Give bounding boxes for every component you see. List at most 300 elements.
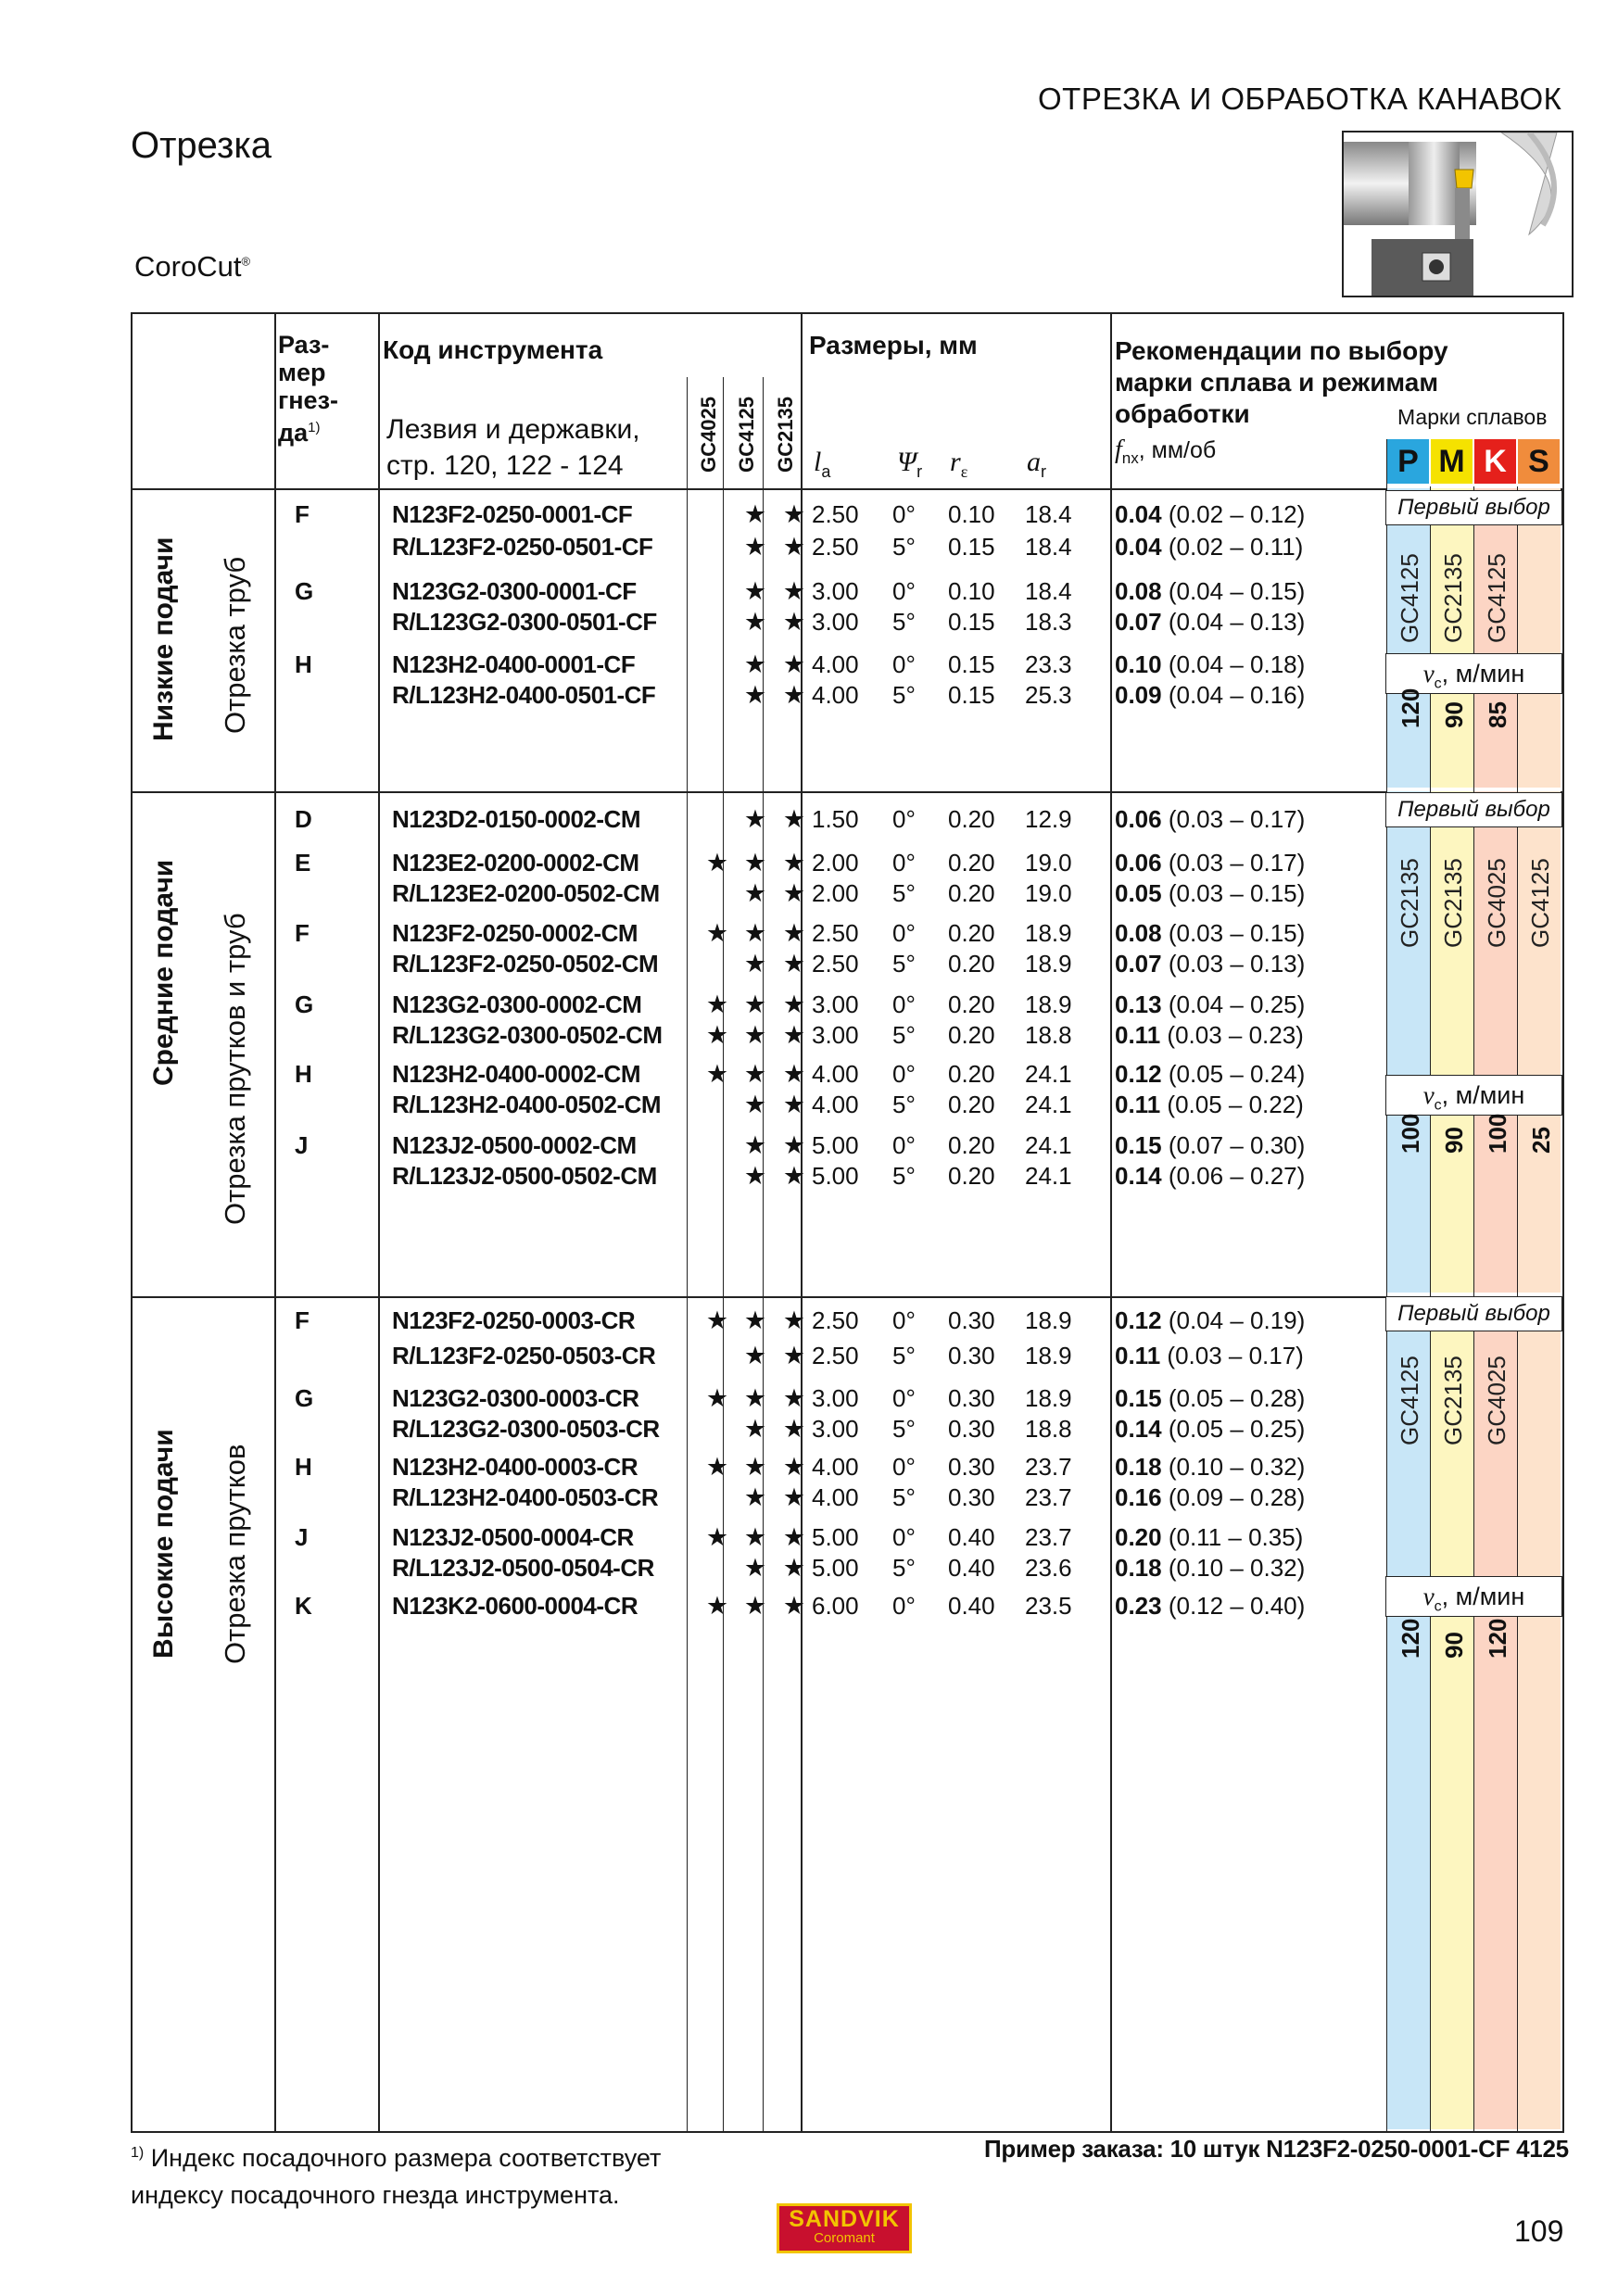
insert-size: H [295, 650, 312, 678]
grade-star-icon: ★ [782, 1342, 806, 1369]
cutting-speed-header [1385, 1075, 1562, 1116]
dim-psi: 5° [892, 608, 916, 636]
recommended-grade: GC2135 [1439, 1356, 1467, 1445]
table-row [0, 1451, 1618, 1482]
dim-re: 0.40 [948, 1592, 995, 1620]
sandvik-coromant-logo: SANDVIK Coromant [777, 2203, 912, 2253]
dim-la: 2.00 [812, 879, 859, 907]
dim-la: 4.00 [812, 1483, 859, 1511]
dim-re: 0.20 [948, 1021, 995, 1049]
dim-psi: 5° [892, 1415, 916, 1443]
feed-rate-value: 0.14 [1115, 1162, 1162, 1190]
dim-la: 3.00 [812, 1415, 859, 1443]
feed-rate-range: (0.06 – 0.27) [1168, 1162, 1306, 1190]
iso-badge-k: K [1474, 439, 1516, 484]
recommended-grade: GC4125 [1483, 553, 1511, 643]
feed-rate [1115, 1129, 1305, 1161]
dim-ar: 24.1 [1025, 1131, 1072, 1159]
feed-rate-range: (0.04 – 0.15) [1168, 577, 1306, 605]
grade-star-icon: ★ [705, 1306, 729, 1334]
feed-rate [1115, 1482, 1305, 1513]
grade-star-icon: ★ [743, 500, 767, 528]
tool-code: N123F2-0250-0001-CF [392, 500, 633, 528]
tool-code: R/L123H2-0400-0503-CR [392, 1483, 659, 1511]
dim-psi: 0° [892, 1384, 916, 1412]
feed-rate [1115, 679, 1305, 711]
recommended-grade: GC2135 [1439, 858, 1467, 948]
feed-rate-range: (0.02 – 0.11) [1168, 533, 1304, 561]
insert-size: F [295, 1306, 310, 1334]
dim-ar: 18.9 [1025, 1384, 1072, 1412]
tool-code: R/L123G2-0300-0502-CM [392, 1021, 663, 1049]
dim-re: 0.15 [948, 650, 995, 678]
feed-rate-value: 0.04 [1115, 500, 1162, 528]
dim-psi: 5° [892, 1162, 916, 1190]
dim-la: 3.00 [812, 1384, 859, 1412]
feed-rate-value: 0.10 [1115, 650, 1162, 678]
table-row [0, 847, 1618, 878]
feed-rate-range: (0.04 – 0.25) [1168, 990, 1306, 1018]
dim-psi-header: $\Psi_r$ [897, 447, 923, 481]
col-rule [687, 377, 688, 2131]
table-row [0, 877, 1618, 909]
feed-rate-range: (0.05 – 0.22) [1167, 1091, 1304, 1118]
insert-size: J [295, 1131, 309, 1159]
grade-star-icon: ★ [782, 805, 806, 833]
tool-code: R/L123J2-0500-0502-CM [392, 1162, 657, 1190]
dim-re-header: $r_\varepsilon$ [950, 447, 968, 481]
alloys-header: Марки сплавов [1397, 405, 1548, 429]
dim-re: 0.15 [948, 681, 995, 709]
dim-ar: 18.4 [1025, 500, 1072, 528]
dim-psi: 0° [892, 1306, 916, 1334]
feed-rate-value: 0.06 [1115, 849, 1162, 877]
insert-size: G [295, 990, 314, 1018]
dim-re: 0.20 [948, 1131, 995, 1159]
feed-rate-range: (0.05 – 0.24) [1168, 1060, 1306, 1088]
grade-header-gc4025: GC4025 [697, 397, 720, 473]
tool-code: N123H2-0400-0002-CM [392, 1060, 640, 1088]
first-choice-label: Первый выбор [1385, 1296, 1562, 1331]
dim-re: 0.15 [948, 533, 995, 561]
feed-rate [1115, 606, 1305, 637]
grade-star-icon: ★ [782, 681, 806, 709]
grade-star-icon: ★ [782, 1523, 806, 1551]
insert-size: G [295, 1384, 314, 1412]
grade-star-icon: ★ [743, 1523, 767, 1551]
feed-rate [1115, 1382, 1305, 1414]
grade-star-icon: ★ [782, 1021, 806, 1049]
vc-sub: c [1434, 1598, 1442, 1615]
feed-rate-value: 0.20 [1115, 1523, 1162, 1551]
feed-rate-range: (0.04 – 0.18) [1168, 650, 1306, 678]
dim-la: 4.00 [812, 650, 859, 678]
dim-re: 0.20 [948, 950, 995, 978]
dim-ar: 23.6 [1025, 1554, 1072, 1582]
feed-rate-range: (0.03 – 0.23) [1167, 1021, 1304, 1049]
feed-rate-range: (0.12 – 0.40) [1168, 1592, 1306, 1620]
grade-star-icon: ★ [743, 1384, 767, 1412]
feed-rate-value: 0.08 [1115, 577, 1162, 605]
feed-rate-value: 0.16 [1115, 1483, 1162, 1511]
tool-code: R/L123F2-0250-0501-CF [392, 533, 653, 561]
tool-code: N123J2-0500-0002-CM [392, 1131, 637, 1159]
insert-size: D [295, 805, 312, 833]
feed-rate-value: 0.11 [1115, 1091, 1161, 1118]
feed-rate [1115, 1340, 1304, 1371]
dim-la: 3.00 [812, 608, 859, 636]
feed-rate-value: 0.15 [1115, 1131, 1162, 1159]
grade-star-icon: ★ [743, 1453, 767, 1481]
feed-rate [1115, 1019, 1304, 1051]
feed-rate-range: (0.04 – 0.16) [1168, 681, 1306, 709]
table-row [0, 498, 1618, 530]
table-row [0, 917, 1618, 949]
feed-label-medium: Средние подачи [148, 859, 179, 1086]
grade-star-icon: ★ [743, 608, 767, 636]
grade-star-icon: ★ [743, 1131, 767, 1159]
iso-badge-p: P [1387, 439, 1429, 484]
table-row [0, 1340, 1618, 1371]
dim-re: 0.20 [948, 919, 995, 947]
grade-star-icon: ★ [782, 1306, 806, 1334]
feed-rate-range: (0.04 – 0.19) [1168, 1306, 1306, 1334]
grade-star-icon: ★ [705, 990, 729, 1018]
dim-psi: 0° [892, 990, 916, 1018]
dim-psi: 5° [892, 533, 916, 561]
fnx-header: $f_{nx}$, мм/об [1115, 435, 1217, 467]
feed-label-high: Высокие подачи [148, 1429, 179, 1659]
dim-ar: 18.9 [1025, 990, 1072, 1018]
table-row [0, 948, 1618, 979]
feed-rate-value: 0.18 [1115, 1453, 1162, 1481]
table-row [0, 1552, 1618, 1583]
feed-label-low: Низкие подачи [148, 536, 179, 741]
header-rule [133, 488, 1562, 490]
feed-rate-value: 0.18 [1115, 1554, 1162, 1582]
feed-rate-value: 0.23 [1115, 1592, 1162, 1620]
feed-rate [1115, 803, 1305, 835]
grade-star-icon: ★ [705, 1592, 729, 1620]
table-row [0, 1521, 1618, 1553]
insert-size: G [295, 577, 314, 605]
vc-symbol: v [1422, 1583, 1435, 1610]
dim-la: 5.00 [812, 1554, 859, 1582]
grade-star-icon: ★ [743, 919, 767, 947]
grade-star-icon: ★ [782, 1091, 806, 1118]
recommended-grade: GC4025 [1483, 1356, 1511, 1445]
tool-code: N123J2-0500-0004-CR [392, 1523, 634, 1551]
dim-ar: 23.7 [1025, 1483, 1072, 1511]
grade-star-icon: ★ [705, 849, 729, 877]
grade-star-icon: ★ [782, 608, 806, 636]
operation-label-low: Отрезка труб [219, 556, 251, 734]
dim-la: 2.50 [812, 919, 859, 947]
grade-star-icon: ★ [743, 1554, 767, 1582]
feed-rate-value: 0.12 [1115, 1060, 1162, 1088]
grade-star-icon: ★ [782, 500, 806, 528]
dim-la: 2.50 [812, 500, 859, 528]
feed-rate-value: 0.04 [1115, 533, 1162, 561]
insert-size: J [295, 1523, 309, 1551]
grade-star-icon: ★ [743, 849, 767, 877]
dim-psi: 0° [892, 1131, 916, 1159]
grade-star-icon: ★ [743, 1091, 767, 1118]
feed-rate-value: 0.13 [1115, 990, 1162, 1018]
feed-rate-range: (0.10 – 0.32) [1168, 1453, 1306, 1481]
dim-re: 0.20 [948, 849, 995, 877]
feed-rate [1115, 1089, 1304, 1120]
dim-ar: 24.1 [1025, 1060, 1072, 1088]
feed-rate [1115, 1160, 1305, 1192]
grade-star-icon: ★ [743, 577, 767, 605]
table-row [0, 1482, 1618, 1513]
table-row [0, 1019, 1618, 1051]
grade-star-icon: ★ [743, 1306, 767, 1334]
grade-star-icon: ★ [782, 849, 806, 877]
grade-star-icon: ★ [705, 1060, 729, 1088]
cutting-speed-header [1385, 1576, 1562, 1617]
dim-la: 4.00 [812, 1060, 859, 1088]
grade-star-icon: ★ [743, 1060, 767, 1088]
dim-ar: 19.0 [1025, 879, 1072, 907]
feed-rate [1115, 531, 1303, 562]
dim-psi: 5° [892, 950, 916, 978]
feed-rate-range: (0.03 – 0.13) [1168, 950, 1306, 978]
tool-code: N123G2-0300-0001-CF [392, 577, 637, 605]
dim-la: 2.50 [812, 1342, 859, 1369]
feed-rate [1115, 1521, 1303, 1553]
grade-star-icon: ★ [743, 681, 767, 709]
page-number: 109 [1514, 2214, 1564, 2248]
dim-psi: 0° [892, 500, 916, 528]
tool-code: N123K2-0600-0004-CR [392, 1592, 638, 1620]
dim-re: 0.20 [948, 1162, 995, 1190]
feed-rate-value: 0.15 [1115, 1384, 1162, 1412]
grade-star-icon: ★ [705, 1453, 729, 1481]
dim-psi: 5° [892, 1021, 916, 1049]
grade-star-icon: ★ [782, 919, 806, 947]
dim-psi: 5° [892, 1091, 916, 1118]
dim-la: 2.50 [812, 1306, 859, 1334]
vc-unit: , м/мин [1441, 1081, 1525, 1109]
dim-la: 1.50 [812, 805, 859, 833]
grade-star-icon: ★ [743, 1592, 767, 1620]
group-rule [133, 791, 1562, 793]
grade-star-icon: ★ [705, 1384, 729, 1412]
grade-star-icon: ★ [705, 919, 729, 947]
recommended-grade: GC4125 [1396, 1356, 1423, 1445]
dim-psi: 0° [892, 805, 916, 833]
feed-rate [1115, 1590, 1305, 1621]
recommended-grade: GC4125 [1396, 553, 1423, 643]
group-rule [133, 1296, 1562, 1298]
dim-ar: 18.4 [1025, 577, 1072, 605]
grade-star-icon: ★ [782, 1453, 806, 1481]
grade-star-icon: ★ [782, 879, 806, 907]
feed-rate-range: (0.04 – 0.13) [1168, 608, 1306, 636]
tool-code: R/L123G2-0300-0503-CR [392, 1415, 660, 1443]
dim-ar: 23.5 [1025, 1592, 1072, 1620]
table-row [0, 531, 1618, 562]
dim-psi: 0° [892, 919, 916, 947]
vc-symbol: v [1422, 660, 1435, 688]
insert-size: F [295, 919, 310, 947]
dim-ar: 23.7 [1025, 1523, 1072, 1551]
feed-rate-value: 0.14 [1115, 1415, 1162, 1443]
order-example: Пример заказа: 10 штук N123F2-0250-0001-CF 4125 [984, 2135, 1569, 2163]
grade-star-icon: ★ [743, 533, 767, 561]
dim-re: 0.10 [948, 500, 995, 528]
dim-re: 0.30 [948, 1384, 995, 1412]
table-row [0, 1590, 1618, 1621]
tool-drawing-icon [1344, 132, 1572, 296]
dim-re: 0.30 [948, 1342, 995, 1369]
grade-star-icon: ★ [782, 950, 806, 978]
dim-re: 0.30 [948, 1453, 995, 1481]
feed-rate [1115, 1451, 1305, 1482]
feed-rate-value: 0.05 [1115, 879, 1162, 907]
grade-star-icon: ★ [743, 1342, 767, 1369]
table-row [0, 1058, 1618, 1090]
dim-re: 0.15 [948, 608, 995, 636]
dim-la: 2.50 [812, 533, 859, 561]
feed-rate [1115, 498, 1305, 530]
feed-rate-value: 0.07 [1115, 950, 1162, 978]
recommendations-header: Рекомендации по выбору марки сплава и режимам обработки [1115, 336, 1448, 428]
table-row [0, 1413, 1618, 1444]
tool-code: R/L123E2-0200-0502-CM [392, 879, 660, 907]
dim-ar: 18.9 [1025, 1306, 1072, 1334]
recommended-grade: GC4125 [1526, 858, 1554, 948]
col-rule [763, 377, 764, 2131]
insert-size: K [295, 1592, 312, 1620]
cutting-speed-value: 120 [1484, 1618, 1511, 1659]
feed-rate-range: (0.02 – 0.12) [1168, 500, 1306, 528]
feed-rate-value: 0.12 [1115, 1306, 1162, 1334]
feed-rate-range: (0.03 – 0.17) [1167, 1342, 1304, 1369]
dim-ar: 18.4 [1025, 533, 1072, 561]
dim-re: 0.40 [948, 1554, 995, 1582]
dim-psi: 5° [892, 1342, 916, 1369]
grade-star-icon: ★ [782, 533, 806, 561]
footnote: $^{1)}$ Индекс посадочного размера соответствует индексу посадочного гнезда инструмента. [131, 2144, 662, 2209]
tool-code: R/L123G2-0300-0501-CF [392, 608, 657, 636]
feed-rate-range: (0.07 – 0.30) [1168, 1131, 1306, 1159]
grade-star-icon: ★ [782, 577, 806, 605]
grade-star-icon: ★ [743, 1483, 767, 1511]
iso-badge-m: M [1431, 439, 1473, 484]
tool-code: R/L123F2-0250-0503-CR [392, 1342, 656, 1369]
grade-star-icon: ★ [743, 879, 767, 907]
dim-ar: 18.3 [1025, 608, 1072, 636]
grade-star-icon: ★ [782, 1060, 806, 1088]
dim-ar: 24.1 [1025, 1162, 1072, 1190]
feed-rate-range: (0.03 – 0.15) [1168, 879, 1306, 907]
feed-rate [1115, 948, 1305, 979]
dim-ar: 12.9 [1025, 805, 1072, 833]
dim-ar: 24.1 [1025, 1091, 1072, 1118]
tool-code: N123F2-0250-0003-CR [392, 1306, 636, 1334]
dim-re: 0.20 [948, 805, 995, 833]
table-row [0, 803, 1618, 835]
dim-re: 0.20 [948, 1060, 995, 1088]
insert-size: H [295, 1453, 312, 1481]
dim-psi: 0° [892, 650, 916, 678]
product-name: CoroCut® [134, 250, 251, 283]
tool-code: N123G2-0300-0003-CR [392, 1384, 639, 1412]
table-row [0, 649, 1618, 680]
table-row [0, 1382, 1618, 1414]
grade-star-icon: ★ [705, 1021, 729, 1049]
feed-rate-value: 0.11 [1115, 1021, 1161, 1049]
tool-code: R/L123J2-0500-0504-CR [392, 1554, 654, 1582]
dim-psi: 5° [892, 879, 916, 907]
size-header: Раз- мер гнез- $да^{1)}$ [278, 331, 338, 447]
cutting-speed-value: 100 [1484, 1113, 1511, 1154]
grade-star-icon: ★ [743, 1021, 767, 1049]
vc-unit: , м/мин [1441, 660, 1525, 688]
cutting-speed-value: 120 [1397, 1618, 1424, 1659]
feed-rate [1115, 989, 1305, 1020]
grade-star-icon: ★ [782, 1592, 806, 1620]
first-choice-label: Первый выбор [1385, 792, 1562, 827]
dim-ar: 23.3 [1025, 650, 1072, 678]
feed-rate-range: (0.03 – 0.15) [1168, 919, 1306, 947]
cutting-speed-value: 90 [1440, 1632, 1468, 1659]
dim-ar: 19.0 [1025, 849, 1072, 877]
vc-symbol: v [1422, 1081, 1435, 1109]
dim-la: 4.00 [812, 1453, 859, 1481]
dim-psi: 0° [892, 577, 916, 605]
feed-rate [1115, 1305, 1305, 1336]
dim-ar: 18.9 [1025, 919, 1072, 947]
operation-label-medium: Отрезка прутков и труб [219, 913, 251, 1225]
grade-header-gc2135: GC2135 [774, 397, 797, 473]
feed-rate-value: 0.07 [1115, 608, 1162, 636]
feed-rate-value: 0.09 [1115, 681, 1162, 709]
table-row [0, 1089, 1618, 1120]
insert-size: H [295, 1060, 312, 1088]
tool-code: N123D2-0150-0002-CM [392, 805, 640, 833]
code-subheader-2: стр. 120, 122 - 124 [386, 450, 624, 481]
grade-star-icon: ★ [782, 650, 806, 678]
operation-label-high: Отрезка прутков [219, 1444, 251, 1664]
dim-la: 3.00 [812, 990, 859, 1018]
cutting-speed-value: 90 [1440, 701, 1468, 728]
code-subheader-1: Лезвия и державки, [386, 414, 640, 445]
feed-rate-value: 0.11 [1115, 1342, 1161, 1369]
recommended-grade: GC4025 [1483, 858, 1511, 948]
section-header: ОТРЕЗКА И ОБРАБОТКА КАНАВОК [1038, 82, 1562, 116]
dim-psi: 0° [892, 1453, 916, 1481]
feed-rate [1115, 1552, 1305, 1583]
dim-la: 2.50 [812, 950, 859, 978]
cutting-speed-value: 85 [1484, 701, 1511, 728]
feed-rate-range: (0.05 – 0.25) [1168, 1415, 1306, 1443]
iso-badge-s: S [1518, 439, 1560, 484]
table-row [0, 989, 1618, 1020]
dim-la: 6.00 [812, 1592, 859, 1620]
dim-la: 3.00 [812, 1021, 859, 1049]
feed-rate [1115, 575, 1305, 607]
dim-re: 0.30 [948, 1483, 995, 1511]
vc-sub: c [1434, 1097, 1442, 1114]
grade-star-icon: ★ [782, 1384, 806, 1412]
grade-star-icon: ★ [782, 1162, 806, 1190]
tool-code: N123H2-0400-0003-CR [392, 1453, 638, 1481]
dim-psi: 5° [892, 1483, 916, 1511]
